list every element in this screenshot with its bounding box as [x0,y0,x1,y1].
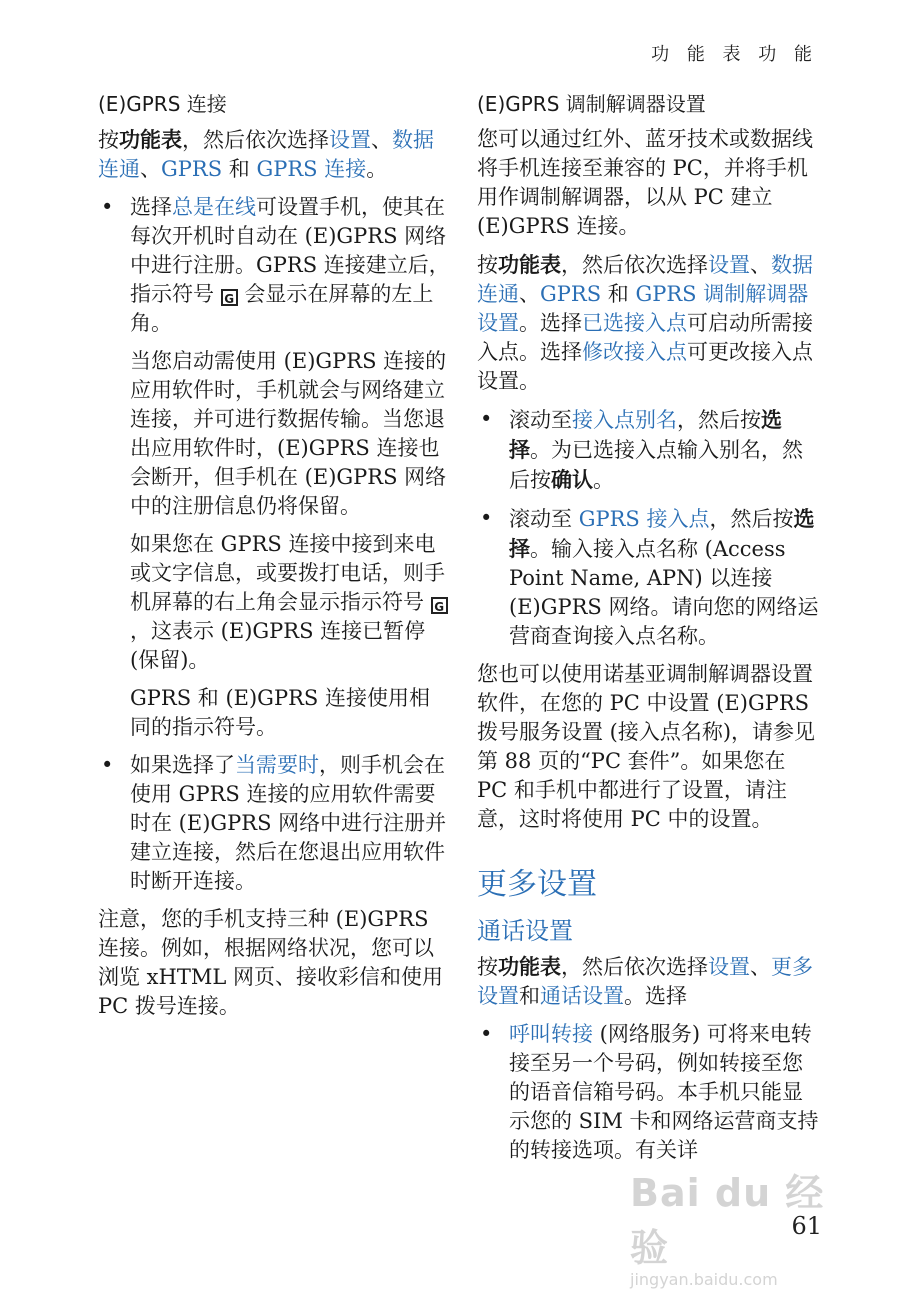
menu-term-bold: 功能表 [498,252,561,277]
list-item-call-divert [477,1020,822,1165]
menu-term-bold: 选择 [509,506,815,561]
link-call-settings[interactable]: 通话设置 [540,984,624,1008]
text-run: 、 [519,282,540,306]
bullet-dot: • [101,195,114,219]
text-run: 、 [371,128,392,152]
list-item-when-needed [98,751,450,896]
right-para-2 [477,250,822,396]
text-run: 按 [98,128,119,152]
right-para-1: 您可以通过红外、蓝牙技术或数据线将手机连接至兼容的 PC，并将手机用作调制解调器，以从 PC 建立 (E)GPRS 连接。 [477,127,813,238]
link-gprs[interactable]: GPRS [161,157,223,181]
menu-term-bold: 功能表 [498,954,561,979]
list-item-gprs-access-point [477,504,822,651]
text-run: 滚动至 [509,507,579,531]
left-note: 注意，您的手机支持三种 (E)GPRS 连接。例如，根据网络状况，您可以浏览 xHTML 网页、接收彩信和使用 PC 拨号连接。 [98,907,443,1018]
link-gprs[interactable]: GPRS [540,282,602,306]
right-bullet-list-1 [477,405,822,651]
text-run: 选择 [130,195,172,219]
menu-term-bold: 确认 [551,467,593,492]
link-data-connectivity[interactable]: 数据连通 [98,128,434,181]
right-bullet-list-2 [477,1020,822,1165]
page-number: 61 [791,1212,822,1240]
text-run: 可设置手机，使其在每次开机时自动在 (E)GPRS 网络中进行注册。GPRS 连接建立后，指示符号 [130,195,450,306]
left-bullet-list-1 [98,193,450,338]
menu-term-bold: 选择 [509,407,782,462]
subsection-title-call-settings: 通话设置 [477,917,573,945]
left-para-3: GPRS 和 (E)GPRS 连接使用相同的指示符号。 [130,686,430,739]
text-run: ，然后按 [677,408,761,432]
link-always-online[interactable]: 总是在线 [172,195,256,219]
text-run: 和 [519,984,540,1008]
link-data-connectivity[interactable]: 数据连通 [477,253,813,306]
link-gprs-connection[interactable]: GPRS 连接 [256,157,367,181]
list-item-always-online [98,193,450,338]
text-run: ，这表示 (E)GPRS 连接已暂停 (保留)。 [130,619,426,672]
text-run: ，然后依次选择 [561,253,708,277]
link-gprs-access-point[interactable]: GPRS 接入点 [578,507,710,531]
text-run: 。输入接入点名称 (Access Point Name, APN) 以连接 (E)GPRS 网络。请向您的网络运营商查询接入点名称。 [509,537,819,648]
text-run: ，则手机会在使用 GPRS 连接的应用软件需要时在 (E)GPRS 网络中进行注册并建立连接，然后在您退出应用软件时断开连接。 [130,753,447,893]
link-call-divert[interactable]: 呼叫转接 [509,1022,593,1046]
link-edit-access-point[interactable]: 修改接入点 [582,340,687,364]
text-run: ，然后按 [709,507,794,531]
text-run: 滚动至 [509,408,572,432]
section-heading-egprs-connection: (E)GPRS 连接 [98,92,227,116]
link-more-settings[interactable]: 更多设置 [477,955,813,1008]
section-heading-egprs-modem-settings: (E)GPRS 调制解调器设置 [477,92,706,116]
left-para-2 [98,530,450,675]
right-para-4 [477,952,822,1011]
left-para-1: 当您启动需使用 (E)GPRS 连接的应用软件时，手机就会与网络建立连接，并可进行数据传输。当您退出应用软件时，(E)GPRS 连接也会断开，但手机在 (E)GPRS 网络中的注册信息仍将保留。 [130,349,447,518]
gprs-suspended-indicator-icon: G [431,597,448,614]
running-header: 功 能 表 功 能 [651,44,818,65]
watermark-url: jingyan.baidu.com [630,1270,778,1289]
watermark-logo: Bai du 经验 [630,1171,825,1270]
right-para-3: 您也可以使用诺基亚调制解调器设置软件，在您的 PC 中设置 (E)GPRS 拨号服务设置 (接入点名称)，请参见第 88 页的“PC 套件”。如果您在 PC 和手机中都进行了设置，请注意，这时将使用 PC 中的设置。 [477,662,816,831]
text-run: 和 [601,282,636,306]
link-access-point-alias[interactable]: 接入点别名 [572,408,677,432]
text-run: 如果选择了 [130,753,235,777]
text-run: 、 [750,253,771,277]
bullet-dot: • [101,753,114,777]
section-title-more-settings: 更多设置 [477,867,597,902]
bullet-dot: • [480,1022,493,1046]
left-bullet-list-2 [98,751,450,896]
text-run: 会显示在屏幕的左上角。 [130,282,434,335]
text-run: 。 [366,157,388,181]
left-intro-paragraph [98,125,450,184]
text-run: (网络服务) 可将来电转接至另一个号码，例如转接至您的语音信箱号码。本手机只能显示您的 SIM 卡和网络运营商支持的转接选项。有关详 [509,1022,819,1162]
link-settings[interactable]: 设置 [329,128,371,152]
text-run: 按 [477,955,498,979]
link-when-needed[interactable]: 当需要时 [235,753,319,777]
link-gprs-modem-settings[interactable]: GPRS 调制解调器设置 [477,282,809,335]
text-run: 如果您在 GPRS 连接中接到来电或文字信息，或要拨打电话，则手机屏幕的右上角会显示指示符号 [130,532,445,614]
text-run: 可更改接入点设置。 [477,340,813,393]
text-run: ，然后依次选择 [561,955,708,979]
bullet-dot: • [480,506,493,530]
text-run: 。为已选接入点输入别名，然后按 [509,438,803,492]
text-run: ，然后依次选择 [182,128,329,152]
gprs-indicator-icon: G [221,289,238,306]
text-run: 、 [750,955,771,979]
text-run: 按 [477,253,498,277]
bullet-dot: • [480,407,493,431]
text-run: 。选择 [519,311,582,335]
list-item-access-point-alias [477,405,822,495]
text-run: 和 [222,157,257,181]
link-settings[interactable]: 设置 [708,955,750,979]
right-column [477,90,822,1174]
text-run: 。 [593,468,614,492]
text-run: 。选择 [624,984,687,1008]
text-run: 、 [140,157,161,181]
menu-term-bold: 功能表 [119,127,182,152]
link-settings[interactable]: 设置 [708,253,750,277]
link-selected-access-point[interactable]: 已选接入点 [582,311,687,335]
left-column [98,90,450,1030]
text-run: 可启动所需接入点。选择 [477,311,813,364]
